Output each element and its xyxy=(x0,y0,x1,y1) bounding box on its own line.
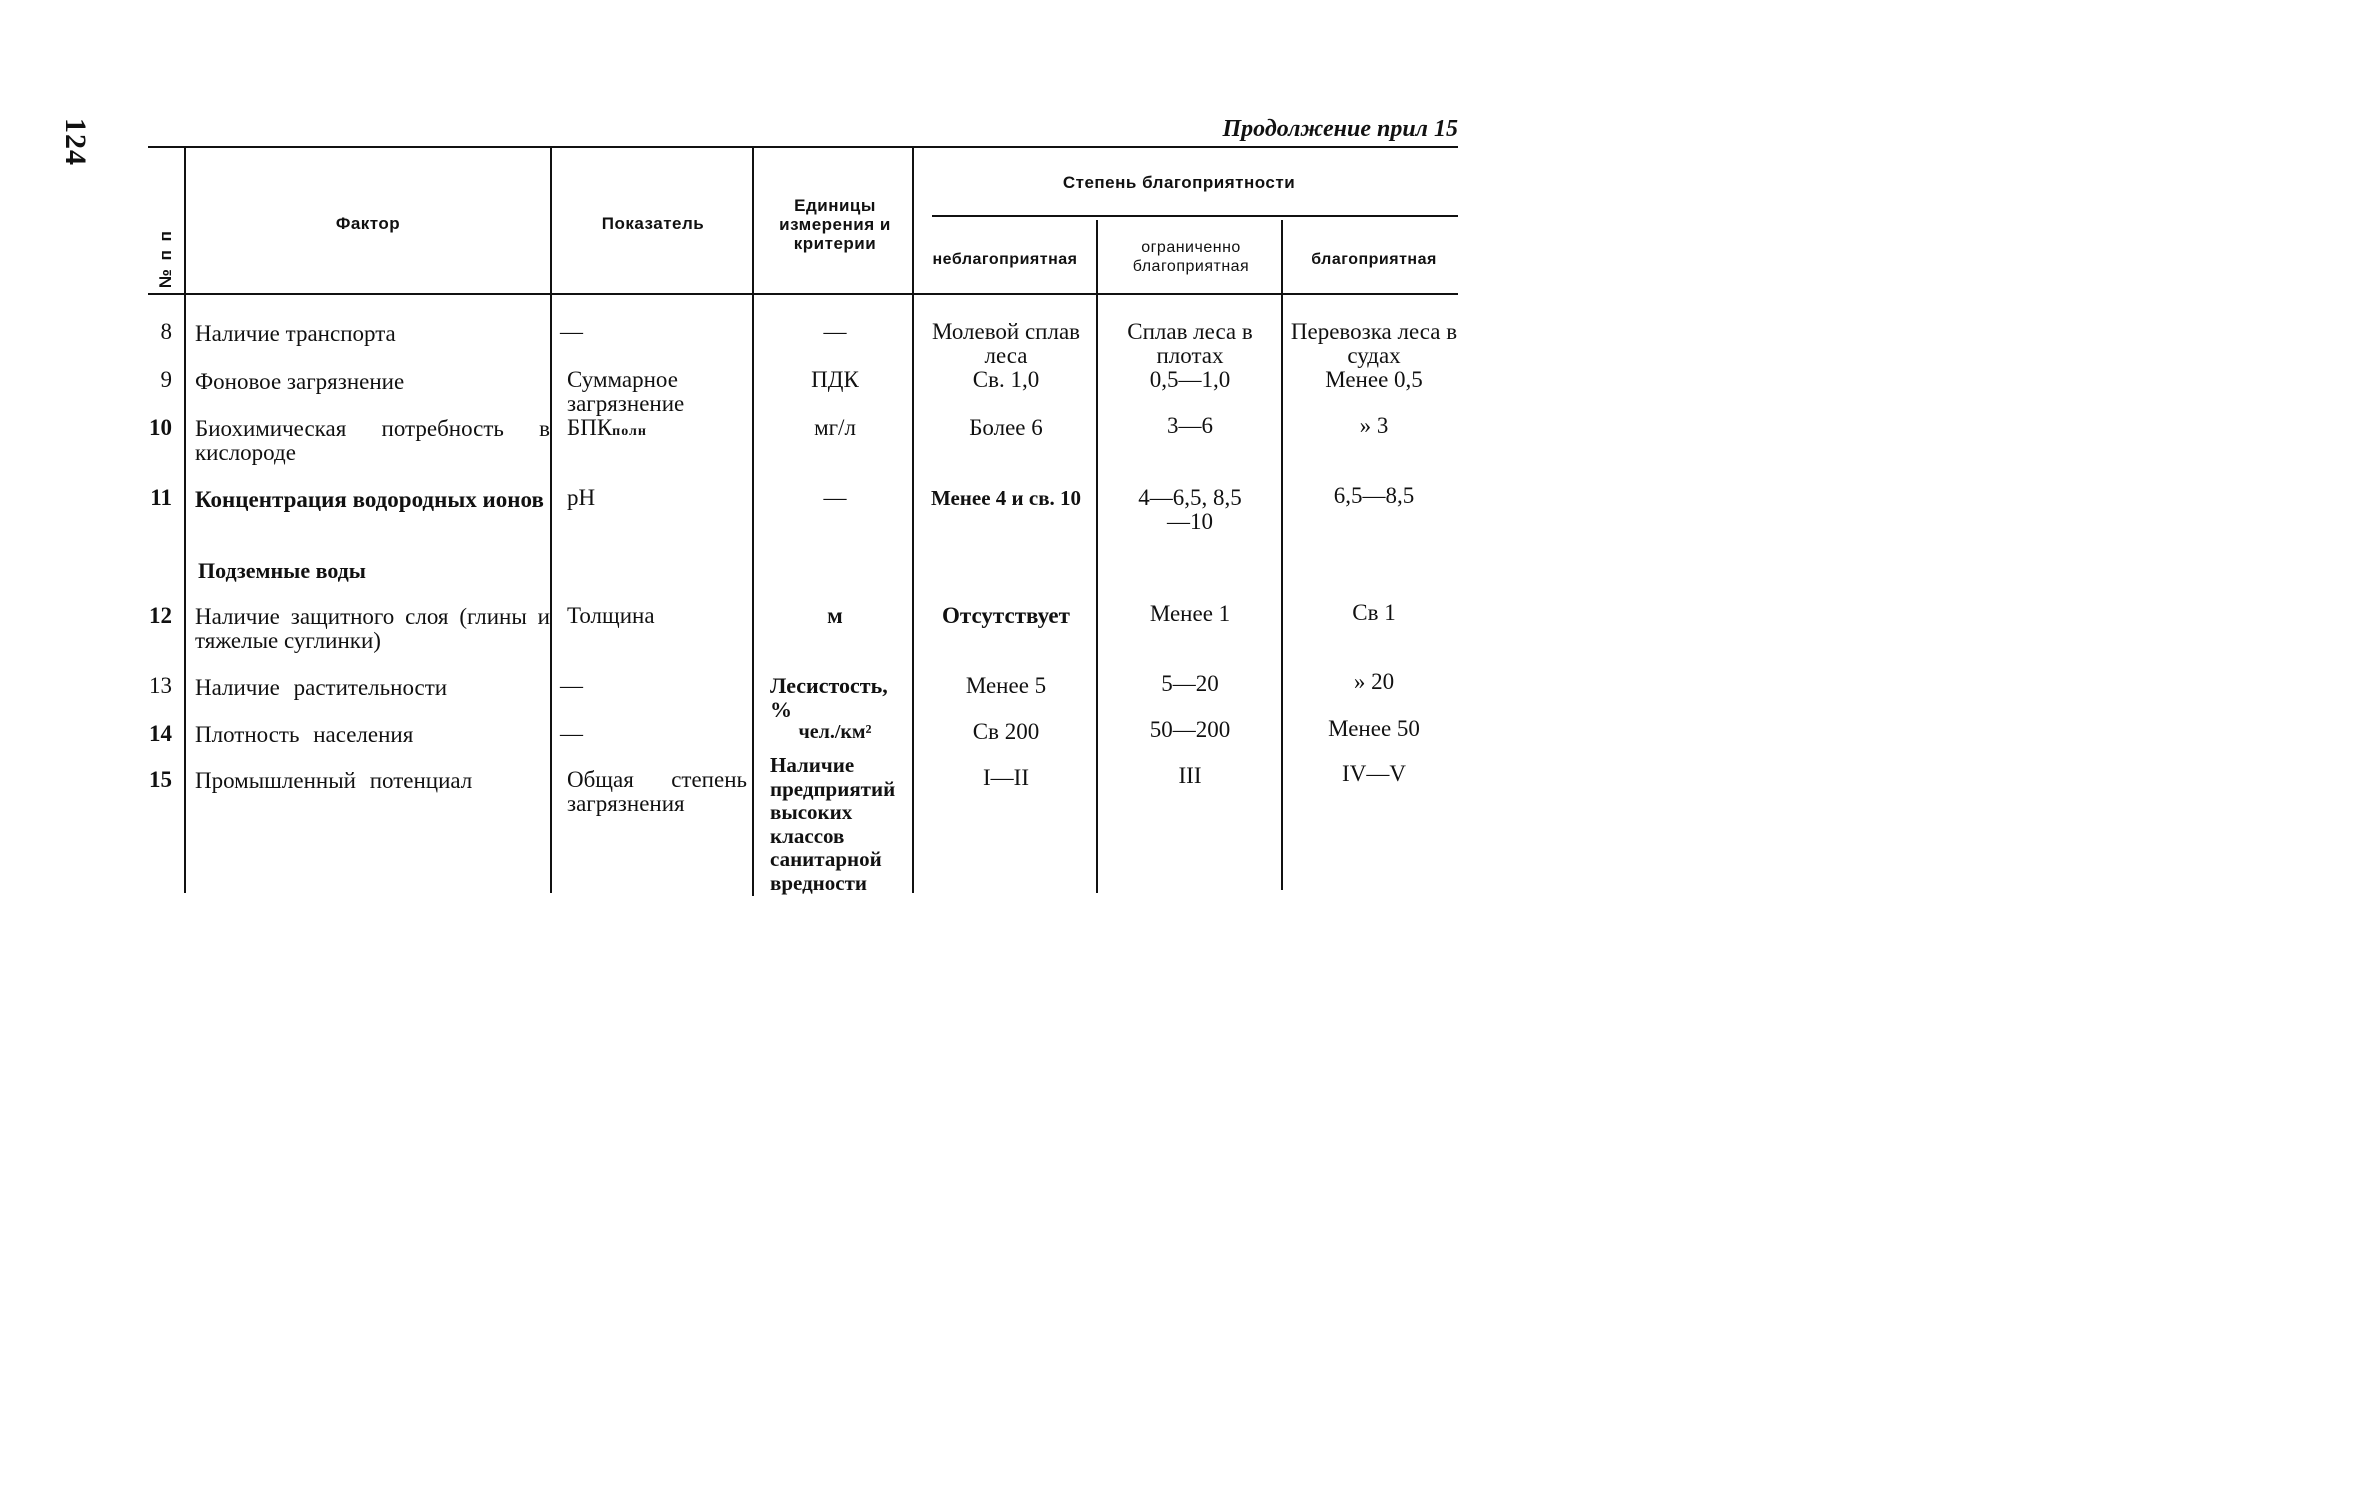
row-12-units: м xyxy=(827,603,843,628)
row-14-favorable: Менее 50 xyxy=(1328,716,1420,741)
header-number: № п п xyxy=(156,229,175,288)
row-15-indicator: Общая степень загрязнения xyxy=(567,767,747,816)
row-12-indicator: Толщина xyxy=(567,603,655,628)
row-13-factor: Наличие растительности xyxy=(195,675,448,700)
page-number: 124 xyxy=(59,118,92,166)
row-14-factor: Плотность населения xyxy=(195,722,414,747)
row-10-units: мг/л xyxy=(814,415,856,440)
col-divider-3 xyxy=(752,148,754,896)
row-11-factor: Концентрация водородных ионов xyxy=(195,487,544,512)
row-10-unfavorable: Более 6 xyxy=(969,415,1043,440)
row-12-limited: Менее 1 xyxy=(1149,601,1231,626)
row-8-factor: Наличие транспорта xyxy=(195,321,396,346)
row-10-indicator xyxy=(567,416,747,444)
row-9-unfavorable: Св. 1,0 xyxy=(972,367,1040,392)
col-divider-1 xyxy=(184,148,186,893)
row-11-favorable: 6,5—8,5 xyxy=(1333,483,1415,508)
row-15-factor: Промышленный потенциал xyxy=(195,768,473,793)
row-11-indicator: pH xyxy=(567,485,596,510)
row-15-units: Наличие предприятий высоких классов санитарной вредности xyxy=(770,753,896,895)
header-favorable: благоприятная xyxy=(1311,251,1437,268)
header-limited: ограниченно благоприятная xyxy=(1132,239,1250,275)
row-14-unfavorable: Св 200 xyxy=(972,719,1040,744)
row-10-indicator-sub: полн xyxy=(612,424,647,439)
table-caption: Продолжение прил 15 xyxy=(1222,116,1458,142)
row-8-limited: Сплав леса в плотах xyxy=(1127,319,1253,368)
row-13-unfavorable: Менее 5 xyxy=(965,673,1047,698)
row-13-units: Лесистость, % xyxy=(770,673,888,722)
col-divider-2 xyxy=(550,148,552,893)
row-15-number: 15 xyxy=(149,767,172,792)
row-8-units: — xyxy=(823,319,847,344)
row-12-number: 12 xyxy=(149,603,172,628)
row-14-number: 14 xyxy=(149,721,172,746)
row-11-unfavorable: Менее 4 и св. 10 xyxy=(930,486,1082,510)
row-9-number: 9 xyxy=(160,367,172,392)
row-11-units: — xyxy=(823,485,847,510)
row-14-indicator: — xyxy=(560,721,583,746)
row-15-unfavorable: I—II xyxy=(983,765,1029,790)
row-13-limited: 5—20 xyxy=(1161,671,1219,696)
row-8-indicator: — xyxy=(560,319,583,344)
row-10-limited: 3—6 xyxy=(1167,413,1213,438)
top-rule xyxy=(148,146,1458,148)
row-8-number: 8 xyxy=(160,319,172,344)
row-9-limited: 0,5—1,0 xyxy=(1149,367,1231,392)
header-unfavorable: неблагоприятная xyxy=(932,251,1078,268)
row-10-factor: Биохимическая потребность в кислороде xyxy=(195,416,550,465)
row-14-limited: 50—200 xyxy=(1149,717,1231,742)
row-13-number: 13 xyxy=(149,673,172,698)
row-15-favorable: IV—V xyxy=(1342,761,1406,786)
row-9-indicator: Суммарное загрязнение xyxy=(567,367,685,416)
header-indicator: Показатель xyxy=(601,214,705,233)
section-title-groundwater: Подземные воды xyxy=(198,558,366,583)
row-8-unfavorable: Молевой сплав леса xyxy=(931,319,1081,368)
header-bottom-rule xyxy=(148,293,1458,295)
row-9-factor: Фоновое загрязнение xyxy=(195,369,405,394)
header-factor: Фактор xyxy=(335,214,401,233)
row-12-favorable: Св 1 xyxy=(1352,600,1396,625)
row-12-factor: Наличие защитного слоя (глины и тяжелые суглинки) xyxy=(195,604,550,653)
row-9-units: ПДК xyxy=(811,367,859,392)
row-15-limited: III xyxy=(1178,763,1202,788)
row-10-indicator-main: БПК xyxy=(567,415,613,440)
degree-sub-rule xyxy=(932,215,1458,217)
row-9-favorable: Менее 0,5 xyxy=(1325,367,1423,392)
row-13-favorable: » 20 xyxy=(1353,669,1395,694)
row-14-units: чел./км² xyxy=(798,721,872,743)
header-units: Единицы измерения и критерии xyxy=(779,196,891,253)
row-10-favorable: » 3 xyxy=(1359,413,1389,438)
row-11-limited: 4—6,5, 8,5—10 xyxy=(1138,485,1242,534)
row-13-indicator: — xyxy=(560,673,583,698)
row-8-favorable: Перевозка леса в судах xyxy=(1290,319,1458,368)
header-degree: Степень благоприятности xyxy=(1062,173,1296,192)
row-10-number: 10 xyxy=(149,415,172,440)
row-12-unfavorable: Отсутствует xyxy=(942,603,1070,628)
col-divider-6 xyxy=(1281,220,1283,890)
row-11-number: 11 xyxy=(150,485,172,510)
